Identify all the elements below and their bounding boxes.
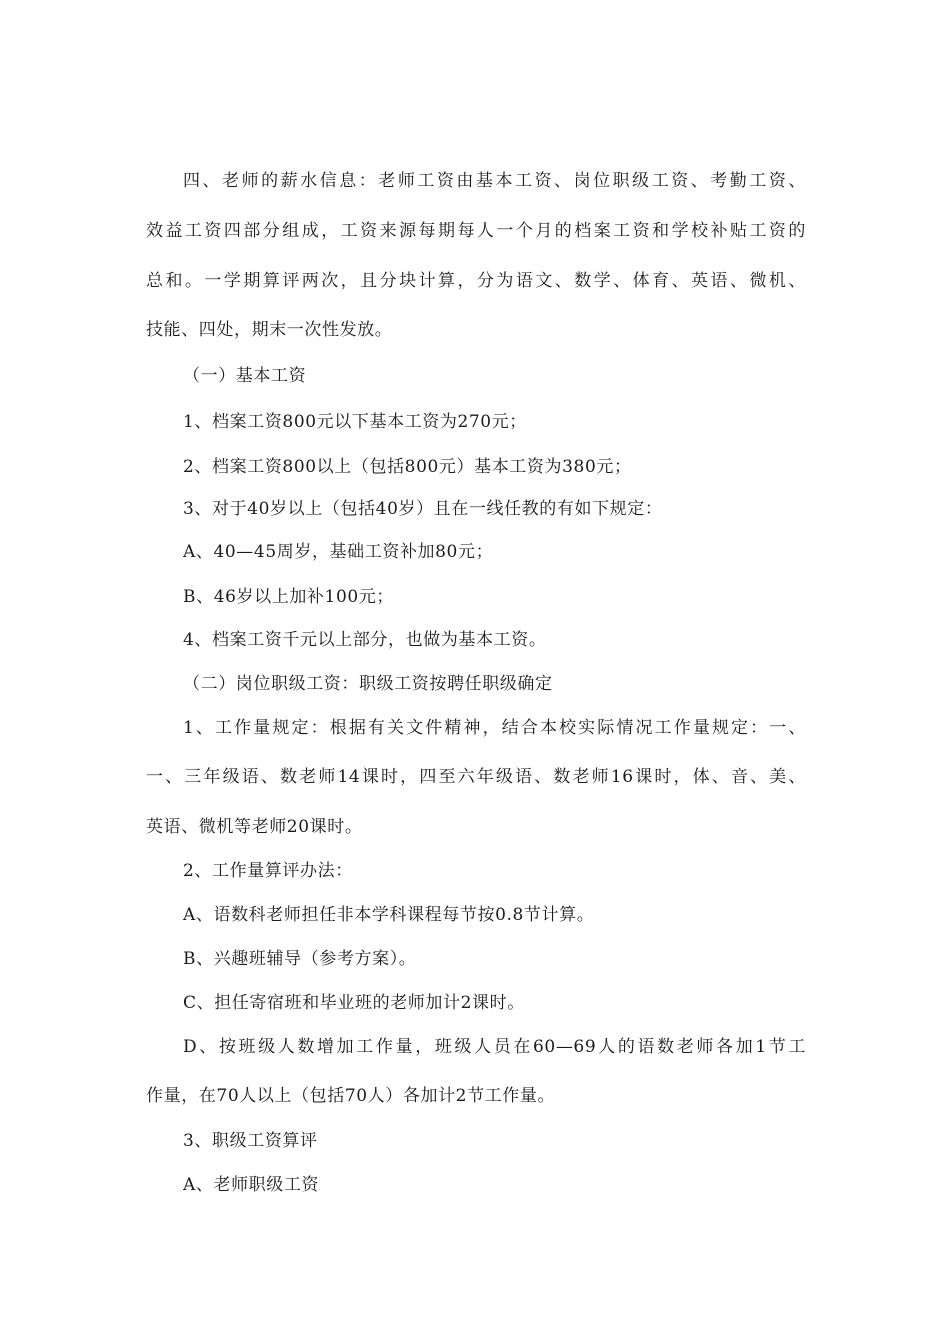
paragraph-line: 2、档案工资800以上（包括800元）基本工资为380元； — [183, 457, 632, 477]
paragraph-line: B、46岁以上加补100元； — [183, 587, 394, 607]
paragraph-line: 3、职级工资算评 — [183, 1131, 318, 1151]
paragraph-line: C、担任寄宿班和毕业班的老师加计2课时。 — [183, 993, 525, 1013]
paragraph-line: B、兴趣班辅导（参考方案）。 — [183, 949, 417, 969]
paragraph-line: 1、工作量规定：根据有关文件精神，结合本校实际情况工作量规定：一、 — [183, 718, 806, 738]
paragraph-line: 四、老师的薪水信息：老师工资由基本工资、岗位职级工资、考勤工资、 — [183, 171, 806, 191]
paragraph-line: 1、档案工资800元以下基本工资为270元； — [183, 412, 527, 432]
section-heading: （二）岗位职级工资：职级工资按聘任职级确定 — [183, 674, 553, 694]
paragraph-line: D、按班级人数增加工作量，班级人员在60—69人的语数老师各加1节工 — [183, 1037, 806, 1057]
paragraph-line: A、老师职级工资 — [183, 1175, 320, 1195]
paragraph-line: 3、对于40岁以上（包括40岁）且在一线任教的有如下规定： — [183, 499, 663, 519]
paragraph-line: 总和。一学期算评两次，且分块计算，分为语文、数学、体育、英语、微机、 — [146, 271, 806, 291]
paragraph-line: A、语数科老师担任非本学科课程每节按0.8节计算。 — [183, 905, 595, 925]
section-heading: （一）基本工资 — [183, 366, 307, 386]
paragraph-line: A、40—45周岁，基础工资补加80元； — [183, 542, 494, 562]
paragraph-line: 4、档案工资千元以上部分，也做为基本工资。 — [183, 630, 547, 650]
paragraph-line: 作量，在70人以上（包括70人）各加计2节工作量。 — [146, 1086, 556, 1106]
paragraph-line: 效益工资四部分组成，工资来源每期每人一个月的档案工资和学校补贴工资的 — [146, 221, 806, 241]
paragraph-line: 2、工作量算评办法： — [183, 861, 353, 881]
paragraph-line: 一、三年级语、数老师14课时，四至六年级语、数老师16课时，体、音、美、 — [146, 767, 806, 787]
paragraph-line: 技能、四处，期末一次性发放。 — [146, 320, 393, 340]
paragraph-line: 英语、微机等老师20课时。 — [146, 817, 363, 837]
